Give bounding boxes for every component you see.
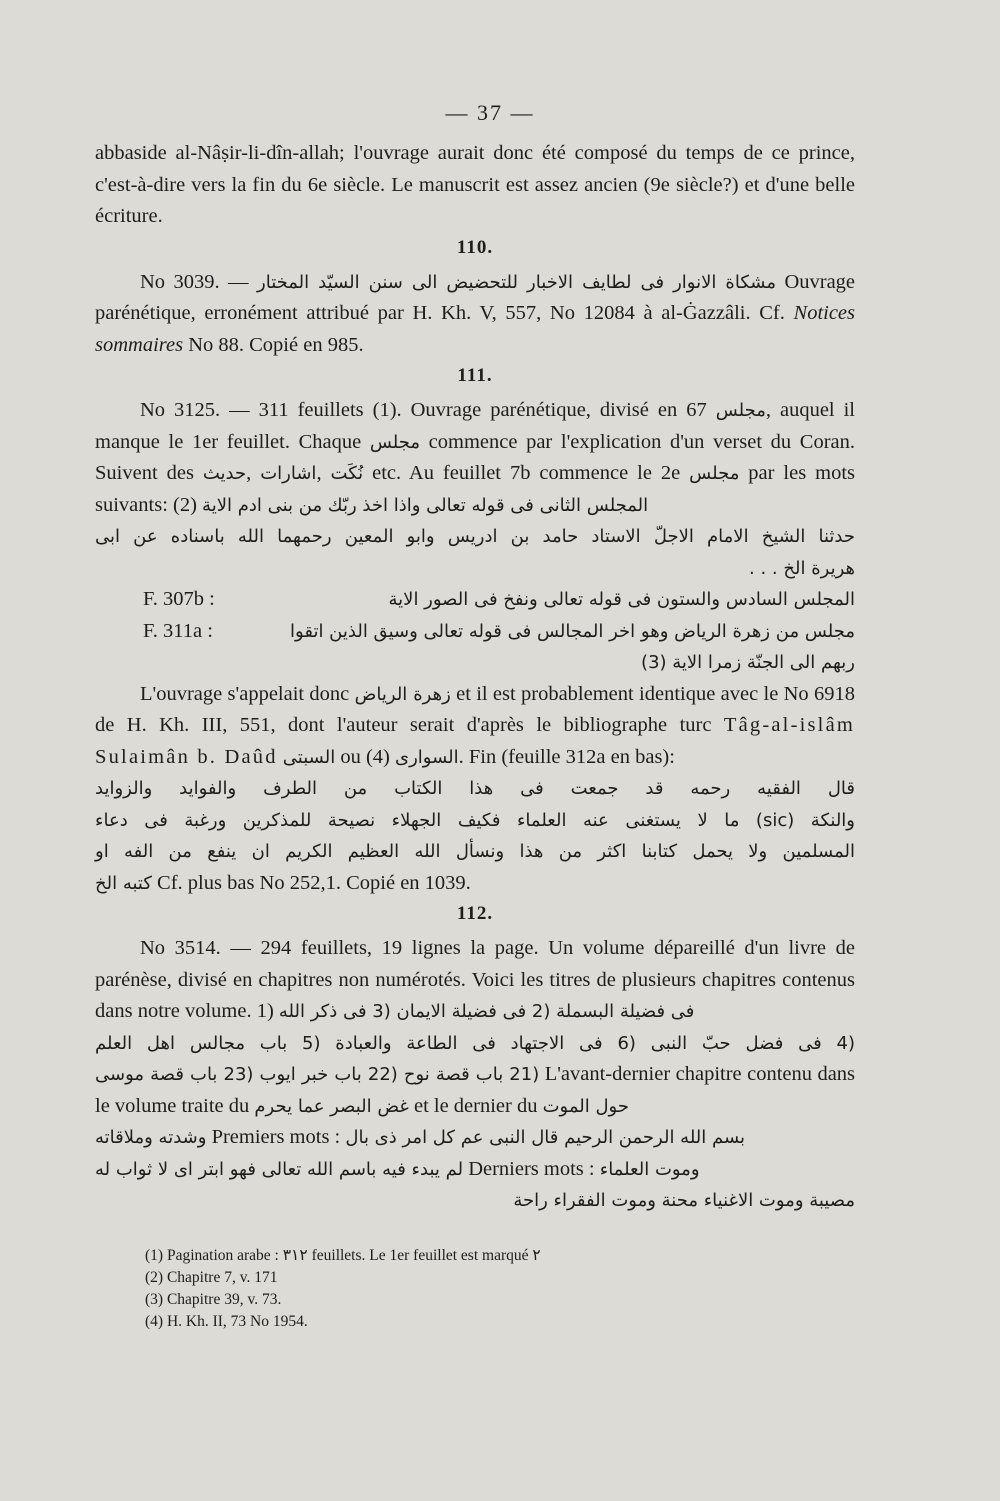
- arabic-fin-2: والنكة (sic) ما لا يستغنى عنه العلماء فكيف الجهلاء نصيحة للمذكرين ورغبة فى دعاء: [95, 809, 856, 831]
- entry-110-number: No 3039. —: [140, 270, 249, 293]
- entry-112-line3: et le dernier du: [413, 1094, 538, 1117]
- arabic-majlis: مجلس: [715, 400, 766, 421]
- entry-111-line1b: , auquel il manque le 1er feuillet. Chaque: [95, 399, 855, 453]
- folio-307-line: [95, 584, 855, 616]
- arabic-zahra: زهرة الرياض: [354, 683, 451, 705]
- arabic-fin-3: المسلمين ولا يحمل كتابنا اكثر من هذا ونسأل الله العظيم الكريم ان ينفع من الفه او: [95, 841, 855, 862]
- entry-110-arabic-title: مشكاة الانوار فى لطايف الاخبار للتحضيض الى سنن السيّد المختار: [257, 271, 776, 293]
- page-number: — 37 —: [445, 100, 535, 125]
- entry-111-line1d: etc. Au feuillet 7b commence le 2e: [372, 462, 681, 484]
- entry-112-first-words: [95, 1122, 855, 1154]
- para2-d: . Fin (feuille 312a en bas):: [458, 745, 675, 768]
- arabic-fin-1: قال الفقيه رحمه قد جمعت فى هذا الكتاب من الطرف والفوايد والزوايد: [95, 778, 855, 799]
- arabic-chapters-3: (21 باب قصة نوح (22 باب خبر ايوب (23 باب قصة موسى: [95, 1064, 540, 1085]
- arabic-hadith: حديث: [202, 463, 247, 484]
- entry-112-continued: [95, 1059, 855, 1122]
- folio-307-label: F. 307b :: [143, 588, 215, 610]
- section-heading-112: 112.: [456, 903, 494, 924]
- arabic-quote-1: المجلس الثانى فى قوله تعالى واذا اخذ ربّك من بنى ادم الاية: [202, 494, 649, 516]
- arabic-chapters-2: (4 فى فضل حبّ النبى (6 فى الاجتهاد فى الطاعة والعبادة (5 باب مجالس اهل العلم: [95, 1032, 855, 1054]
- arabic-sabti: السبتى: [282, 746, 336, 768]
- para2-b: et il est probablement identique avec le No 6918 de H. Kh. III, 551, dont l'auteur serait d'après le bibliographe turc: [95, 682, 855, 736]
- para2-a: L'ouvrage s'appelait donc: [140, 682, 350, 705]
- arabic-fin-4: كتبه الخ: [95, 872, 152, 894]
- arabic-isharat: اشارات: [260, 463, 317, 484]
- section-heading-111: 111.: [457, 365, 493, 386]
- entry-112-line1: No 3514. — 294 feuillets, 19 lignes la page. Un volume dépareillé d'un livre de parénèse, divisé en chapitres non numérotés. Voici les titres de plusieurs chapitres contenus dans notre volume. 1): [95, 937, 855, 1022]
- entry-110-text: Ouvrage parénétique, erronément attribué par H. Kh. V, 557, No 12084 à al-Ġazzâli. Cf.: [95, 270, 856, 324]
- para2-e: Cf. plus bas No 252,1. Copié en 1039.: [157, 871, 471, 894]
- arabic-majlis-2: مجلس: [369, 431, 421, 453]
- para2-author-name: Tâg-al-islâm Sulaimân b. Daûd: [95, 714, 856, 768]
- arabic-quote-3: هريرة الخ . . .: [749, 557, 855, 579]
- folio-307-arabic: المجلس السادس والستون فى قوله تعالى ونفخ فى الصور الاية: [388, 589, 855, 610]
- entry-111-line1: No 3125. — 311 feuillets (1). Ouvrage parénétique, divisé en 67: [140, 399, 707, 421]
- arabic-last-2: مصيبة وموت الاغنياء محنة وموت الفقراء راحة: [513, 1190, 855, 1211]
- footnote: (3) Chapitre 39, v. 73.: [145, 1290, 282, 1308]
- entry-111-paragraph-2: [95, 679, 855, 774]
- arabic-last-1: لم يبدء فيه باسم الله تعالى فهو ابتر اى لا ثواب له: [95, 1158, 464, 1180]
- footnotes: [95, 1245, 855, 1333]
- arabic-nukat: نُكَت: [330, 463, 364, 484]
- footnote: (1) Pagination arabe : ٣١٢ feuillets. Le 1er feuillet est marqué ٢: [145, 1246, 541, 1264]
- arabic-mawt: حول الموت: [542, 1095, 629, 1117]
- entry-111-line1c: commence par l'explication d'un verset du Coran. Suivent des: [95, 430, 856, 484]
- entry-111-closing: [95, 868, 855, 900]
- entry-111-line1e: par les mots suivants: (2): [95, 462, 856, 516]
- last-words-label: Derniers mots :: [468, 1157, 595, 1180]
- entry-112-line2: L'avant-dernier chapitre contenu dans le volume traite du: [95, 1063, 856, 1117]
- first-words-label: Premiers mots :: [211, 1126, 341, 1148]
- section-heading-110: 110.: [456, 236, 494, 258]
- intro-paragraph: abbaside al-Nâṣir-li-dîn-allah; l'ouvrage aurait donc été composé du temps de ce prince, c'est-à-dire vers la fin du 6e siècle. Le manuscrit est assez ancien (9e siècle?) et d'une belle écriture.: [95, 142, 855, 227]
- footnote: (2) Chapitre 7, v. 171: [145, 1268, 278, 1286]
- arabic-quote-2: حدثنا الشيخ الامام الاجلّ الاستاد حامد بن ادريس وابو المعين رحمهما الله باسناده عن ابى: [95, 526, 855, 547]
- entry-112: [95, 933, 855, 1028]
- folio-311-arabic: مجلس من زهرة الرياض وهو اخر المجالس فى قوله تعالى وسيق الذين اتقوا: [290, 620, 855, 642]
- page-content: [95, 100, 855, 1333]
- entry-110-text2: No 88. Copié en 985.: [188, 333, 364, 356]
- entry-111: No 3125. — 311 feuillets (1). Ouvrage parénétique, divisé en 67 مجلس, auquel il manque le 1er feuillet. Chaque مجلس commence par l'explication d'un verset du Coran. Suivent des حديث, اشارات, نُكَت etc. Au feuillet 7b commence le 2e مجلس par les mots suivants: (2) المجلس الثانى فى قوله تعالى واذا اخذ ربّك من بنى ادم الاية: [95, 399, 856, 516]
- arabic-last-0: وموت العلماء: [599, 1158, 700, 1180]
- entry-110-italic-ref: Notices sommaires: [95, 302, 856, 356]
- arabic-ghadd: غض البصر عما يحرم: [254, 1095, 409, 1117]
- arabic-majlis-3: مجلس: [689, 463, 740, 484]
- entry-110: [95, 267, 855, 362]
- entry-112-last-words: [95, 1154, 855, 1186]
- folio-311-label: F. 311a :: [143, 619, 213, 642]
- arabic-sawari: السوارى: [395, 746, 459, 768]
- arabic-first: بسم الله الرحمن الرحيم قال النبى عم كل امر ذى بال: [345, 1127, 746, 1148]
- folio-311-line: [95, 616, 855, 648]
- arabic-first-2: وشدته وملاقاته: [95, 1127, 207, 1148]
- para2-c: ou (4): [340, 745, 390, 768]
- footnote: (4) H. Kh. II, 73 No 1954.: [145, 1312, 308, 1330]
- arabic-chapters-1: فى فضيلة البسملة (2 فى فضيلة الايمان (3 فى ذكر الله: [278, 1001, 695, 1022]
- folio-311-arabic-2: ربهم الى الجنّة زمرا الاية (3): [641, 652, 855, 673]
